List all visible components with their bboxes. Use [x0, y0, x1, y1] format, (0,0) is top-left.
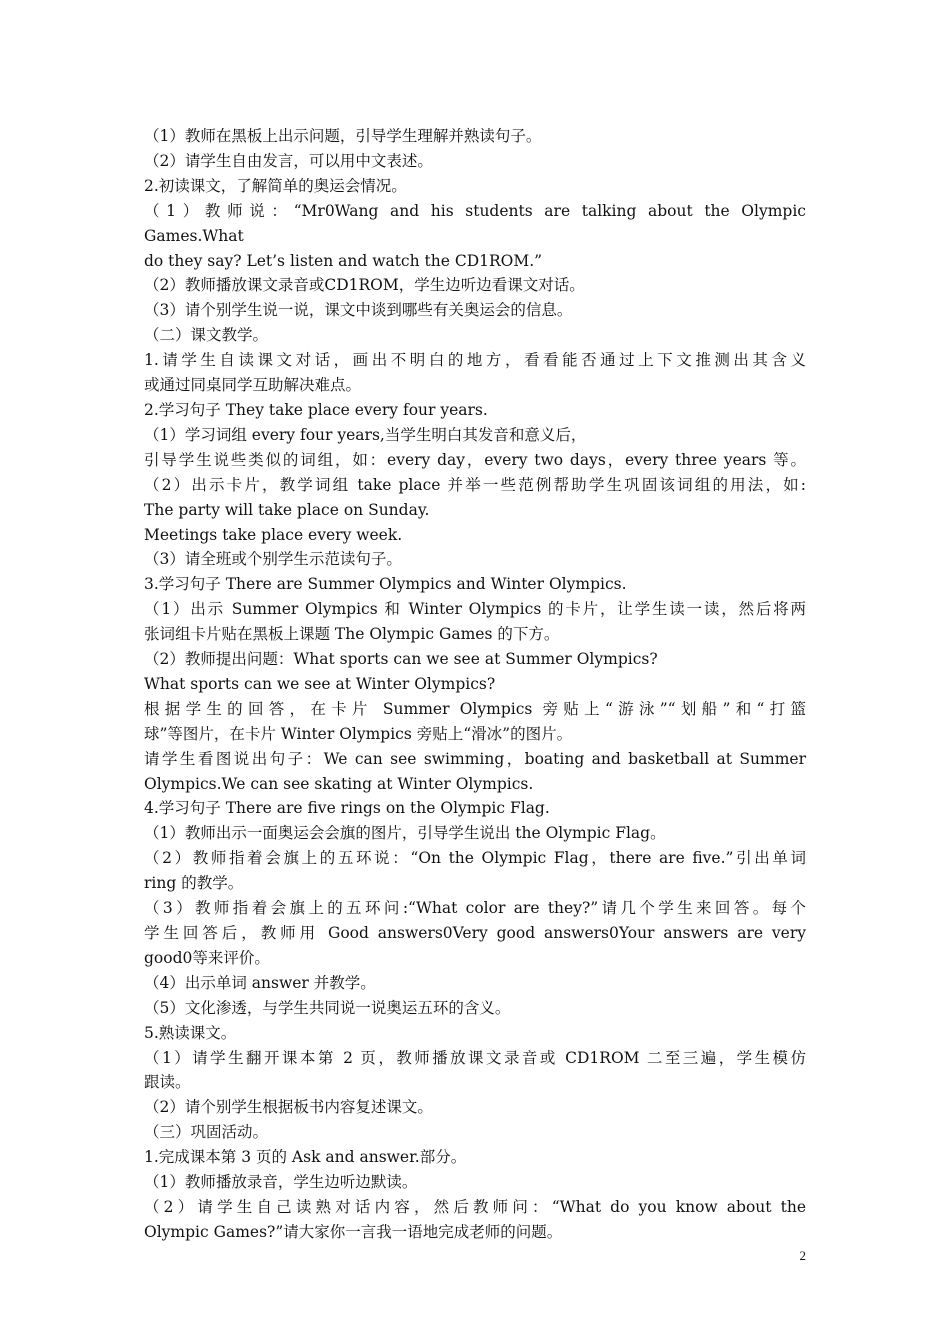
text-line: What sports can we see at Winter Olympics?: [144, 674, 496, 693]
text-line: （1）学习词组 every four years,当学生明白其发音和意义后，: [144, 425, 587, 444]
text-line: 3.学习句子 There are Summer Olympics and Winter Olympics.: [144, 575, 627, 594]
text-line: （3）教师指着会旗上的五环问:“What color are they?”请几个学生来回答。每个: [144, 899, 806, 918]
text-line: （2）请个别学生根据板书内容复述课文。: [144, 1098, 433, 1117]
text-line: （4）出示单词 answer 并教学。: [144, 973, 376, 992]
text-line: （1）教师出示一面奥运会会旗的图片，引导学生说出 the Olympic Flag。: [144, 824, 666, 843]
text-line: 张词组卡片贴在黑板上课题 The Olympic Games 的下方。: [144, 625, 560, 644]
text-line: 1.请学生自读课文对话，画出不明白的地方，看看能否通过上下文推测出其含义: [144, 351, 806, 370]
text-line: （三）巩固活动。: [144, 1123, 269, 1142]
text-line: （2）请学生自己读熟对话内容，然后教师问：“What do you know about the: [144, 1197, 806, 1216]
text-line: 4.学习句子 There are five rings on the Olympic Flag.: [144, 799, 550, 818]
text-line: （二）课文教学。: [144, 326, 269, 345]
text-line: （1）教师播放录音，学生边听边默读。: [144, 1173, 418, 1192]
page-number: 2: [799, 1248, 806, 1263]
text-line: （1）出示 Summer Olympics 和 Winter Olympics 的卡片，让学生读一读，然后将两: [144, 600, 806, 619]
text-line: 或通过同桌同学互助解决难点。: [144, 376, 362, 395]
text-line: 1.完成课本第 3 页的 Ask and answer.部分。: [144, 1148, 467, 1167]
text-line: Olympic Games?”请大家你一言我一语地完成老师的问题。: [144, 1222, 563, 1241]
document-body: [144, 124, 806, 1245]
text-line: 跟读。: [144, 1073, 191, 1092]
text-line: （5）文化渗透，与学生共同说一说奥运五环的含义。: [144, 998, 511, 1017]
text-line: （2）请学生自由发言，可以用中文表述。: [144, 151, 433, 170]
text-line: 引导学生说些类似的词组，如：every day，every two days，every three years 等。: [144, 450, 806, 469]
text-line: Olympics.We can see skating at Winter Olympics.: [144, 774, 534, 793]
text-line: do they say? Let’s listen and watch the CD1ROM.”: [144, 251, 543, 270]
text-line: （1）请学生翻开课本第 2 页，教师播放课文录音或 CD1ROM 二至三遍，学生模仿: [144, 1048, 806, 1067]
text-line: （1）教师说：“Mr0Wang and his students are talking about the Olympic Games.What: [144, 201, 806, 245]
text-line: （3）请全班或个别学生示范读句子。: [144, 550, 402, 569]
text-line: ring 的教学。: [144, 874, 244, 893]
text-line: 请学生看图说出句子：We can see swimming，boating and basketball at Summer: [144, 749, 806, 768]
text-line: Meetings take place every week.: [144, 525, 403, 544]
text-line: 2.学习句子 They take place every four years.: [144, 400, 488, 419]
text-line: 5.熟读课文。: [144, 1023, 237, 1042]
text-line: （1）教师在黑板上出示问题，引导学生理解并熟读句子。: [144, 127, 542, 145]
text-line: （2）教师播放课文录音或CD1ROM，学生边听边看课文对话。: [144, 276, 585, 295]
text-line: good0等来评价。: [144, 948, 270, 967]
text-line: 2.初读课文，了解简单的奥运会情况。: [144, 176, 407, 195]
text-line: （2）教师指着会旗上的五环说：“On the Olympic Flag，there are five.”引出单词: [144, 849, 806, 868]
text-line: （2）出示卡片，教学词组 take place 并举一些范例帮助学生巩固该词组的用法，如:: [144, 475, 806, 494]
text-line: （2）教师提出问题：What sports can we see at Summer Olympics?: [144, 650, 658, 669]
text-line: 根据学生的回答，在卡片 Summer Olympics 旁贴上“游泳”“划船”和“打篮: [144, 699, 806, 718]
text-line: The party will take place on Sunday.: [144, 500, 430, 519]
text-line: 球”等图片，在卡片 Winter Olympics 旁贴上“滑冰”的图片。: [144, 724, 573, 743]
text-line: （3）请个别学生说一说，课文中谈到哪些有关奥运会的信息。: [144, 301, 573, 320]
text-line: 学生回答后，教师用 Good answers0Very good answers0Your answers are very: [144, 924, 806, 942]
